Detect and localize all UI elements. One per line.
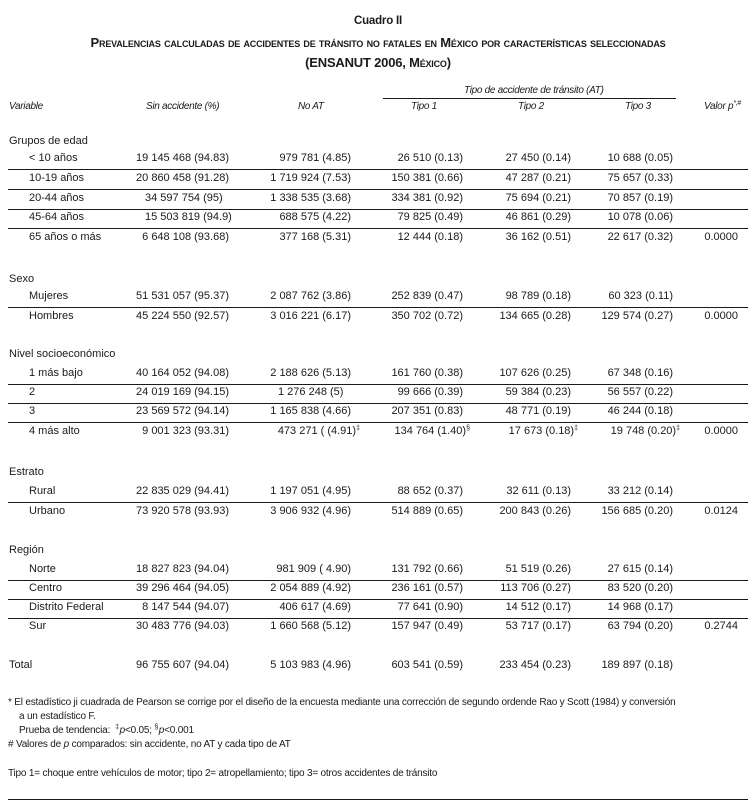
total-row [8,657,748,676]
cell-valor-p: 0.2744 [704,620,738,632]
header-valor-p-label: Valor p [704,101,734,112]
cell-variable: 2 [29,386,36,398]
cell-tipo1: 207 351 (0.83) [391,405,463,417]
cell-tipo2: 51 519 (0.26) [505,563,571,575]
cell-tipo2: 59 384 (0.23) [505,386,571,398]
cell-sin-accidente: 19 145 468 (94.83) [136,152,229,164]
table-title [0,33,756,73]
footnote-trend [8,724,748,738]
table-title-line1: Prevalencias calculadas de accidentes de tránsito no fatales en México por características seleccionadas [90,35,666,50]
footnote-hash [8,738,748,752]
cell-variable: Urbano [29,505,66,517]
cell-tipo3-value: 19 748 (0.20) [610,425,677,437]
group-label-nivel: Nivel socioeconómico [9,348,116,360]
cell-valor-p: 0.0124 [704,505,738,517]
cell-tipo3: 22 617 (0.32) [607,231,673,243]
cell-tipo2: 47 287 (0.21) [505,172,571,184]
footnote-hash-pre: Valores de [15,739,62,750]
table-row [8,209,748,229]
table-row [8,580,748,600]
cell-tipo2 [509,425,578,437]
cell-tipo1: 236 161 (0.57) [391,582,463,594]
cell-tipo2: 233 454 (0.23) [499,659,571,671]
cell-variable: Mujeres [29,290,69,302]
cell-tipo3: 67 348 (0.16) [607,367,673,379]
header-tipo-group: Tipo de accidente de tránsito (AT) [464,85,604,96]
cell-tipo3 [611,425,680,437]
cell-tipo2: 98 789 (0.18) [505,290,571,302]
cell-tipo3: 156 685 (0.20) [601,505,673,517]
trend-mark: ‡ [676,425,680,432]
trend-mark: § [466,425,470,432]
cell-tipo1: 88 652 (0.37) [397,485,463,497]
cell-tipo1: 77 641 (0.90) [397,601,463,613]
table-row [8,384,748,404]
cell-tipo1: 514 889 (0.65) [391,505,463,517]
table-row [8,403,748,423]
cell-tipo2: 200 843 (0.26) [499,505,571,517]
cell-tipo3: 33 212 (0.14) [607,485,673,497]
cell-tipo2: 113 706 (0.27) [500,582,571,594]
cell-sin-accidente: 51 531 057 (95.37) [136,290,229,302]
table-row [8,365,748,385]
header-variable: Variable [9,101,43,112]
cell-tipo2: 48 771 (0.19) [505,405,571,417]
trend-p: p [119,725,125,736]
cell-sin-accidente: 34 597 754 (95) [145,192,223,204]
table-row [8,190,748,210]
header-tipo3: Tipo 3 [625,101,651,112]
footnote-star-continued: a un estadístico F. [19,711,96,722]
cell-tipo3: 70 857 (0.19) [607,192,673,204]
cell-no-at: 1 197 051 (4.95) [270,485,351,497]
cell-variable: 4 más alto [29,425,80,437]
header-span-rule [383,98,676,99]
cell-tipo3: 56 557 (0.22) [607,386,673,398]
cell-sin-accidente: 20 860 458 (91.28) [136,172,229,184]
cell-tipo2: 27 450 (0.14) [505,152,571,164]
cell-tipo2: 134 665 (0.28) [499,310,571,322]
cell-sin-accidente: 24 019 169 (94.15) [136,386,229,398]
table-row [8,618,748,637]
cell-tipo1: 131 792 (0.66) [391,563,463,575]
header-tipo1: Tipo 1 [411,101,437,112]
cell-no-at: 1 276 248 (5) [278,386,344,398]
cell-tipo1: 12 444 (0.18) [397,231,463,243]
cell-tipo1: 26 510 (0.13) [397,152,463,164]
cell-no-at: 406 617 (4.69) [279,601,351,613]
header-tipo2: Tipo 2 [518,101,544,112]
cell-sin-accidente: 30 483 776 (94.03) [136,620,229,632]
table-row [8,150,748,170]
cell-tipo3: 63 794 (0.20) [607,620,673,632]
footnotes [8,696,748,752]
cell-no-at: 2 087 762 (3.86) [270,290,351,302]
cell-tipo3: 10 688 (0.05) [607,152,673,164]
cell-variable: Norte [29,563,56,575]
footnote-hash-post: comparados: sin accidente, no AT y cada tipo de AT [71,739,291,750]
footnote-hash-mark: # [8,739,14,750]
table-row [8,483,748,503]
cell-variable: 20-44 años [29,192,85,204]
cell-no-at-value: 473 271 ( (4.91) [277,425,357,437]
cell-no-at: 3 906 932 (4.96) [270,505,351,517]
header-valor-p [704,101,741,112]
cell-sin-accidente: 96 755 607 (94.04) [136,659,229,671]
cell-no-at: 1 719 924 (7.53) [270,172,351,184]
cell-no-at [278,425,360,437]
trend-label: Prueba de tendencia: [19,725,111,736]
cell-tipo3: 14 968 (0.17) [607,601,673,613]
trend-p: p [158,725,165,736]
cell-tipo3: 189 897 (0.18) [601,659,673,671]
cell-variable: Centro [29,582,63,594]
footnote-star [8,696,748,710]
cell-sin-accidente: 45 224 550 (92.57) [136,310,229,322]
cell-tipo3: 60 323 (0.11) [608,290,673,302]
cell-tipo3: 46 244 (0.18) [607,405,673,417]
cell-sin-accidente: 40 164 052 (94.08) [136,367,229,379]
cell-variable: Total [9,659,33,671]
cell-tipo2: 14 512 (0.17) [505,601,571,613]
table-title-line2: (ENSANUT 2006, México) [305,55,451,70]
cell-tipo1: 603 541 (0.59) [391,659,463,671]
cell-no-at: 1 660 568 (5.12) [270,620,351,632]
table-row [8,503,748,522]
cell-variable: Distrito Federal [29,601,104,613]
cell-valor-p: 0.0000 [704,310,738,322]
cell-tipo1: 157 947 (0.49) [391,620,463,632]
cell-variable: 45-64 años [29,211,85,223]
cell-variable: < 10 años [29,152,78,164]
cell-tipo2: 36 162 (0.51) [505,231,571,243]
cell-tipo2: 107 626 (0.25) [499,367,571,379]
cell-tipo1: 252 839 (0.47) [391,290,463,302]
cell-no-at: 377 168 (5.31) [279,231,351,243]
cell-tipo3: 27 615 (0.14) [607,563,673,575]
cell-tipo2: 46 861 (0.29) [505,211,571,223]
cell-no-at: 2 054 889 (4.92) [270,582,351,594]
table-row [8,170,748,190]
table-row [8,561,748,581]
cell-tipo3: 129 574 (0.27) [601,310,673,322]
cell-sin-accidente: 23 569 572 (94.14) [136,405,229,417]
trend-val: <0.05; [124,725,152,736]
cell-variable: 1 más bajo [29,367,83,379]
header-valor-p-marks: *,# [733,100,741,107]
cell-variable: 10-19 años [29,172,85,184]
trend-mark: ‡ [574,425,578,432]
cell-tipo3: 83 520 (0.20) [607,582,673,594]
cell-tipo1 [395,425,470,437]
cell-tipo2: 53 717 (0.17) [505,620,571,632]
cell-no-at: 981 909 ( 4.90) [276,563,351,575]
cell-sin-accidente: 18 827 823 (94.04) [136,563,229,575]
table-row [8,423,748,442]
cell-tipo1: 99 666 (0.39) [397,386,463,398]
cell-tipo1-value: 134 764 (1.40) [394,425,467,437]
cell-no-at: 5 103 983 (4.96) [270,659,351,671]
cell-no-at: 3 016 221 (6.17) [270,310,351,322]
cell-sin-accidente: 6 648 108 (93.68) [142,231,229,243]
cell-no-at: 979 781 (4.85) [279,152,351,164]
cell-variable: Rural [29,485,56,497]
trend-mark: ‡ [356,425,360,432]
table-row [8,229,748,248]
cell-tipo1: 161 760 (0.38) [391,367,463,379]
cell-sin-accidente: 8 147 544 (94.07) [142,601,229,613]
bottom-rule [8,799,748,800]
footnote-star-mark: * [8,697,12,708]
cell-sin-accidente: 73 920 578 (93.93) [136,505,229,517]
table-row [8,308,748,327]
header-no-at: No AT [298,101,324,112]
cell-variable: Sur [29,620,47,632]
cell-tipo2-value: 17 673 (0.18) [508,425,575,437]
trend-mark-section: § [154,724,159,731]
cell-sin-accidente: 22 835 029 (94.41) [136,485,229,497]
cell-tipo1: 150 381 (0.66) [391,172,463,184]
table-row [8,599,748,619]
cell-no-at: 2 188 626 (5.13) [270,367,351,379]
cell-sin-accidente: 9 001 323 (93.31) [142,425,229,437]
cell-variable: 65 años o más [29,231,102,243]
group-label-estrato: Estrato [9,466,44,478]
tipo-definitions-note: Tipo 1= choque entre vehículos de motor; tipo 2= atropellamiento; tipo 3= otros accidentes de tránsito [8,768,438,779]
group-label-sexo: Sexo [9,273,35,285]
cell-tipo2: 32 611 (0.13) [506,485,571,497]
group-label-edad: Grupos de edad [9,135,88,147]
footnote-hash-p: p [63,739,70,750]
cell-tipo1: 334 381 (0.92) [391,192,463,204]
cell-tipo1: 79 825 (0.49) [397,211,463,223]
cell-tipo3: 10 078 (0.06) [607,211,673,223]
table-row [8,288,748,308]
cell-tipo1: 350 702 (0.72) [391,310,463,322]
cell-no-at: 1 338 535 (3.68) [270,192,351,204]
trend-val: <0.001 [164,725,194,736]
table-caption-label: Cuadro II [353,15,403,27]
cell-variable: Hombres [29,310,74,322]
cell-variable: 3 [29,405,36,417]
cell-no-at: 688 575 (4.22) [279,211,351,223]
header-sin-accidente: Sin accidente (%) [146,101,220,112]
cell-sin-accidente: 15 503 819 (94.9) [145,211,232,223]
cell-valor-p: 0.0000 [704,231,738,243]
trend-mark-double-dagger: ‡ [115,724,119,731]
cell-tipo2: 75 694 (0.21) [505,192,571,204]
footnote-star-text: El estadístico ji cuadrada de Pearson se corrige por el diseño de la encuesta mediante una corrección de segundo ordende Rao y Scott (1984) y conversión [14,697,676,708]
cell-valor-p: 0.0000 [704,425,738,437]
cell-no-at: 1 165 838 (4.66) [270,405,351,417]
cell-sin-accidente: 39 296 464 (94.05) [136,582,229,594]
cell-tipo3: 75 657 (0.33) [607,172,673,184]
group-label-region: Región [9,544,44,556]
